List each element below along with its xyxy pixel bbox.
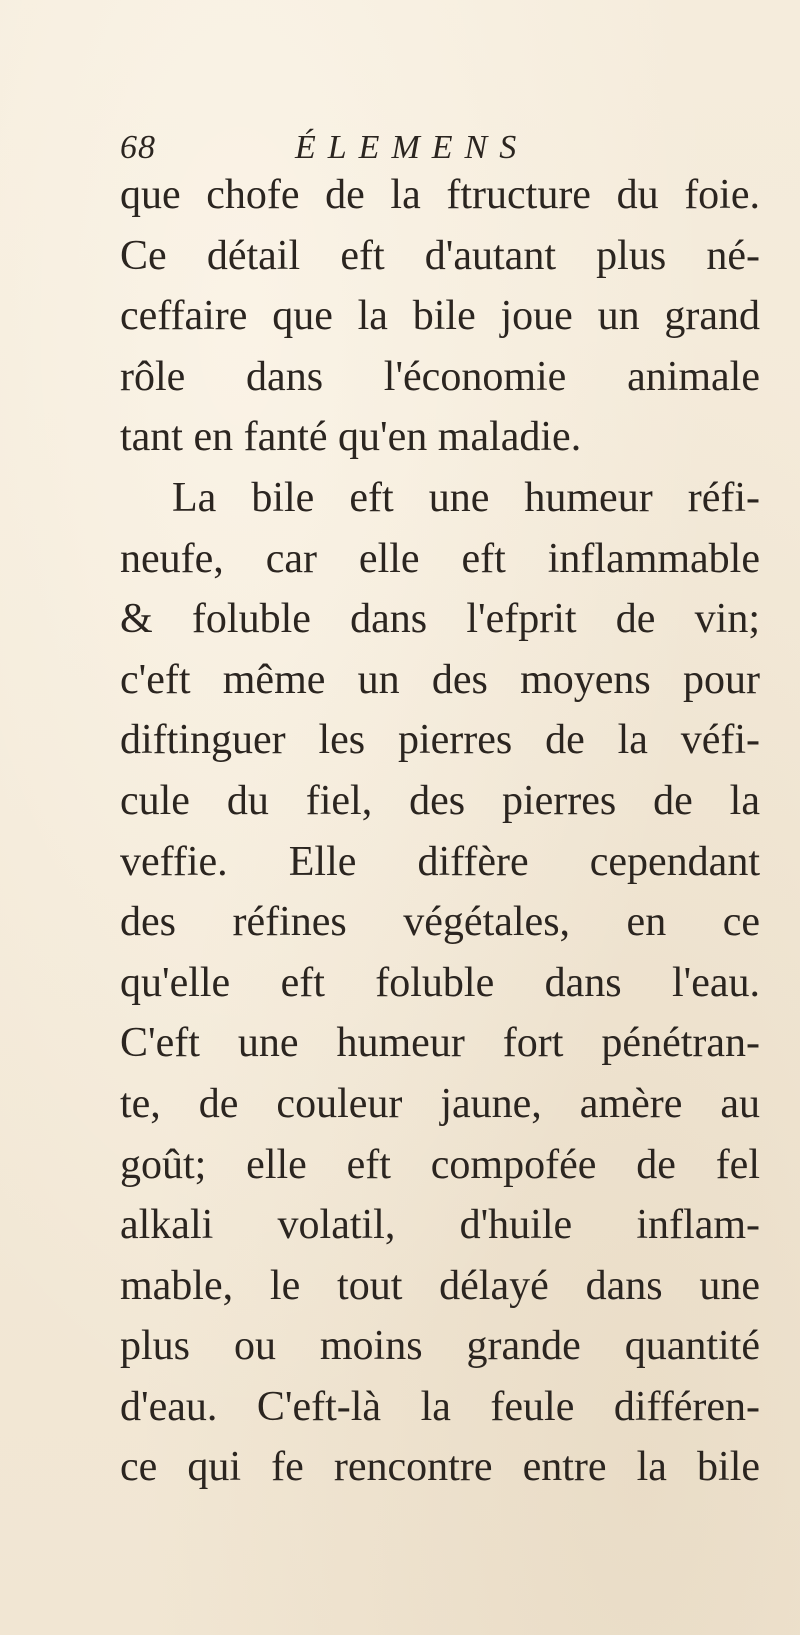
- text-line: ce qui fe rencontre entre la bile: [120, 1444, 760, 1491]
- text-line: diftinguer les pierres de la véfi-: [120, 717, 760, 764]
- text-line: C'eft une humeur fort pénétran-: [120, 1020, 760, 1067]
- text-line: que chofe de la ftructure du foie.: [120, 172, 760, 218]
- text-line: c'eft même un des moyens pour: [120, 656, 760, 703]
- text-line: veffie. Elle diffère cependant: [120, 838, 760, 885]
- body-text: [120, 165, 760, 1498]
- text-line: plus ou moins grande quantité: [120, 1323, 760, 1370]
- running-title: ÉLEMENS: [295, 129, 529, 166]
- running-head: [120, 128, 760, 168]
- text-line: rôle dans l'économie animale: [120, 353, 760, 400]
- page-number: 68: [120, 129, 156, 166]
- text-line: mable, le tout délayé dans une: [120, 1262, 760, 1309]
- text-line: qu'elle eft foluble dans l'eau.: [120, 959, 760, 1006]
- text-line: & foluble dans l'efprit de vin;: [120, 596, 760, 643]
- text-line: tant en fanté qu'en maladie.: [120, 414, 582, 461]
- text-line: ceffaire que la bile joue un grand: [120, 293, 760, 340]
- text-line-paragraph-start: La bile eft une humeur réfi-: [172, 474, 760, 521]
- text-line: neufe, car elle eft inflammable: [120, 535, 760, 582]
- text-line: cule du fiel, des pierres de la: [120, 777, 760, 824]
- text-line: d'eau. C'eft-là la feule différen-: [120, 1383, 760, 1430]
- text-line: goût; elle eft compofée de fel: [120, 1141, 760, 1188]
- text-line: Ce détail eft d'autant plus né-: [120, 232, 760, 279]
- text-line: des réfines végétales, en ce: [120, 899, 760, 946]
- text-line: te, de couleur jaune, amère au: [120, 1080, 760, 1127]
- text-line: alkali volatil, d'huile inflam-: [120, 1202, 760, 1249]
